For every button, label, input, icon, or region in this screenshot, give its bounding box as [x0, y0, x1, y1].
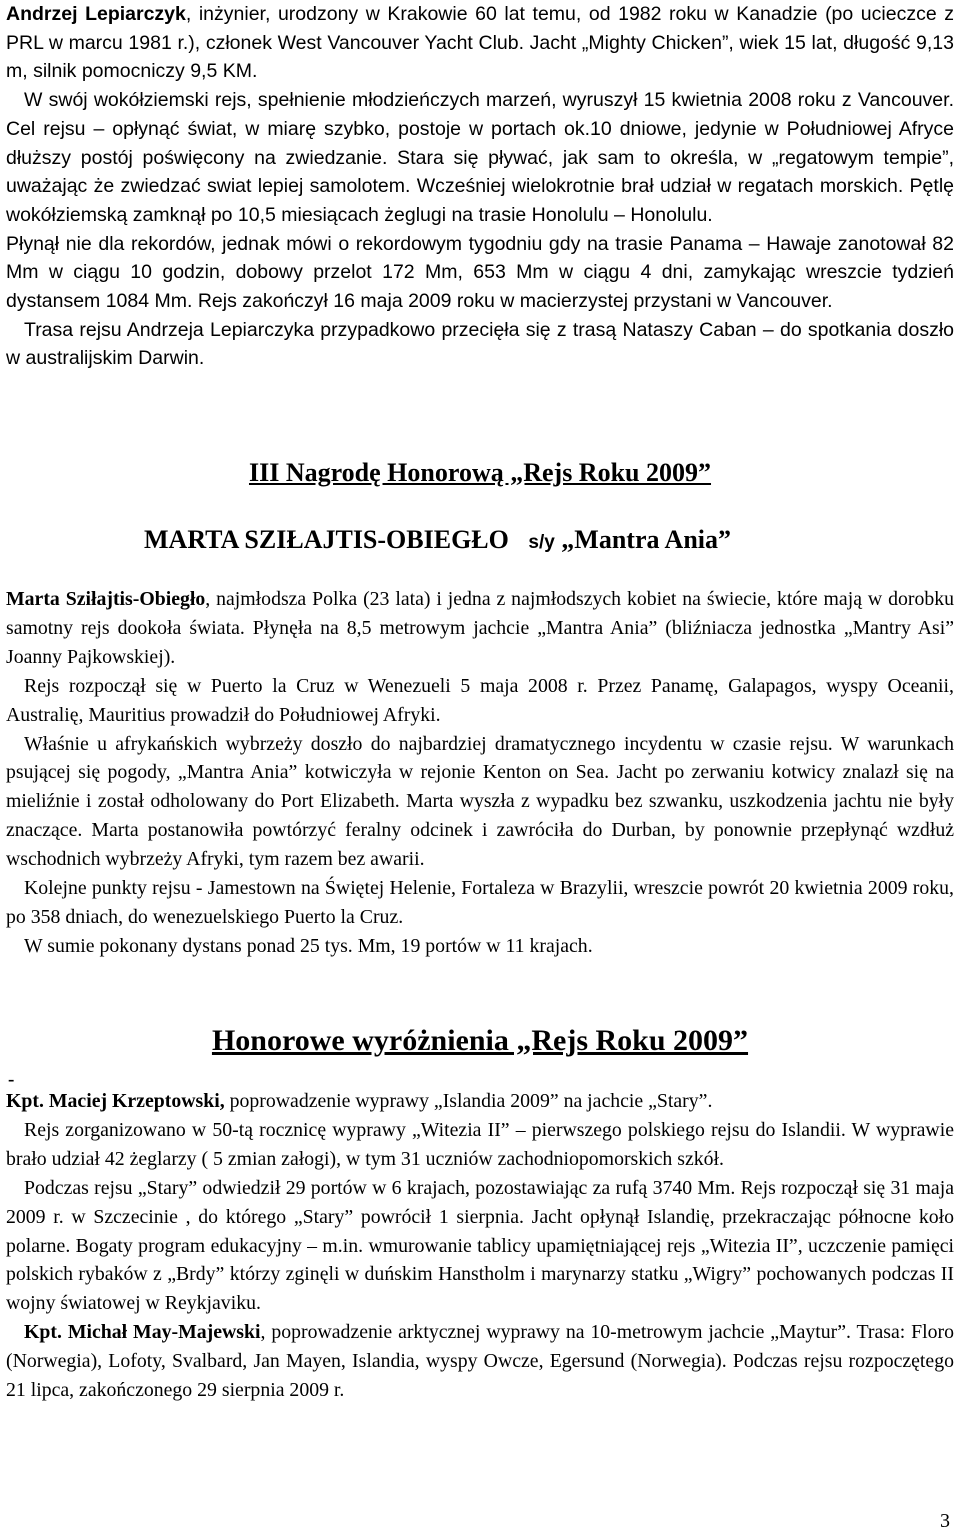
winner-name: MARTA SZIŁAJTIS-OBIEGŁO	[144, 525, 509, 554]
paragraph: W swój wokółziemski rejs, spełnienie młodzieńczych marzeń, wyruszył 15 kwietnia 2008 roku z Vancouver. Cel rejsu – opłynąć świat, w miarę szybko, postoje w portach ok.10 dniowe, jedynie w Południowej Afryce dłuższy postój poświęcony na zwiedzanie. Stara się pływać, jak sam to określa, w „regatowym tempie”, uważając że zwiedzać swiat lepiej samolotem. Wcześniej wielokrotnie brał udział w regatach morskich. Pętlę wokółziemską zamknął po 10,5 miesiącach żeglugi na trasie Honolulu – Honolulu.	[6, 89, 954, 226]
paragraph-text: poprowadzenie wyprawy „Islandia 2009” na jachcie „Stary”.	[224, 1090, 713, 1112]
yacht-prefix: s/y	[528, 532, 555, 553]
page-number: 3	[940, 1510, 950, 1532]
yacht-name: „Mantra Ania”	[561, 525, 732, 554]
section-lepiarczyk	[6, 0, 954, 373]
winner-heading	[144, 523, 731, 560]
honors-heading: Honorowe wyróżnienia „Rejs Roku 2009”	[211, 1024, 749, 1057]
paragraph: Rejs rozpoczął się w Puerto la Cruz w Wenezueli 5 maja 2008 r. Przez Panamę, Galapagos, wyspy Oceanii, Australię, Mauritius prowadził do Południowej Afryki.	[6, 674, 954, 726]
person-name: Marta Sziłajtis-Obiegło	[6, 588, 206, 610]
paragraph: Właśnie u afrykańskich wybrzeży doszło do najbardziej dramatycznego incydentu w czasie rejsu. W warunkach psującej się pogody, „Mantra Ania” kotwiczyła w rejonie Kenton on Sea. Jacht po zerwaniu kotwicy znalazł się na mieliźnie i został odholowany do Port Elizabeth. Marta wyszła z wypadku bez szwanku, uszkodzenia jachtu nie były znaczące. Marta postanowiła powtórzyć feralny odcinek i zawróciła do Durban, by ponownie przepłynąć wzdłuż wschodnich wybrzeży Afryki, tym razem bez awarii.	[6, 732, 954, 871]
person-name: Andrzej Lepiarczyk	[6, 3, 186, 25]
paragraph: Podczas rejsu „Stary” odwiedził 29 portów w 6 krajach, pozostawiając za rufą 3740 Mm. Rejs rozpoczął się 31 maja 2009 r. w Szczecinie , do którego „Stary” powrócił 1 sierpnia. Jacht opłynął Islandię, przekraczając północne koło polarne. Bogaty program edukacyjny – m.in. wmurowanie tablicy upamiętniającej rejs „Witezia II”, uczczenie pamięci polskich rybaków z „Brdy” którzy zginęli w duńskim Hanstholm i marynarzy statku „Wigry” pochowanych podczas II wojny światowej w Reykjaviku.	[6, 1176, 954, 1315]
paragraph-text: , inżynier, urodzony w Krakowie 60 lat temu, od 1982 roku w Kanadzie (po ucieczce z PRL w marcu 1981 r.), członek West Vancouver Yacht Club. Jacht „Mighty Chicken”, wiek 15 lat, długość 9,13 m, silnik pomocniczy 9,5 KM.	[6, 3, 954, 83]
section-honors	[6, 1087, 954, 1405]
paragraph: Płynął nie dla rekordów, jednak mówi o rekordowym tygodniu gdy na trasie Panama – Hawaje zanotował 82 Mm w ciągu 10 godzin, dobowy przelot 172 Mm, 653 Mm w ciągu 4 dni, zamykając wreszcie tydzień dystansem 1084 Mm. Rejs zakończył 16 maja 2009 roku w macierzystej przystani w Vancouver.	[6, 232, 954, 313]
paragraph: Trasa rejsu Andrzeja Lepiarczyka przypadkowo przecięła się z trasą Nataszy Caban – do spotkania doszło w australijskim Darwin.	[6, 318, 954, 370]
paragraph: Rejs zorganizowano w 50-tą rocznicę wyprawy „Witezia II” – pierwszego polskiego rejsu do Islandii. W wyprawie brało udział 42 żeglarzy ( 5 zmian załogi), w tym 31 uczniów zachodniopomorskich szkół.	[6, 1118, 954, 1170]
list-dash: -	[8, 1069, 15, 1090]
prize-heading: III Nagrodę Honorową „Rejs Roku 2009”	[248, 458, 712, 487]
paragraph	[6, 585, 954, 672]
paragraph: W sumie pokonany dystans ponad 25 tys. Mm, 19 portów w 11 krajach.	[24, 934, 593, 957]
paragraph	[6, 0, 954, 86]
person-name: Kpt. Maciej Krzeptowski,	[6, 1090, 225, 1112]
paragraph-text: , najmłodsza Polka (23 lata) i jedna z najmłodszych kobiet na świecie, które mają w dorobku samotny rejs dookoła świata. Płynęła na 8,5 metrowym jachcie „Mantra Ania” (bliźniacza jednostka „Mantry Asi” Joanny Pajkowskiej).	[6, 588, 955, 668]
paragraph-text: , poprowadzenie arktycznej wyprawy na 10-metrowym jachcie „Maytur”. Trasa: Floro (Norwegia), Lofoty, Svalbard, Jan Mayen, Islandia, wyspy Owcze, Egersund (Norwegia). Podczas rejsu rozpoczętego 21 lipca, zakończonego 29 sierpnia 2009 r.	[6, 1321, 955, 1402]
paragraph: Kolejne punkty rejsu - Jamestown na Świętej Helenie, Fortaleza w Brazylii, wreszcie powrót 20 kwietnia 2009 roku, po 358 dniach, do wenezuelskiego Puerto la Cruz.	[6, 877, 954, 928]
paragraph	[6, 1087, 954, 1116]
section-szilajtis	[6, 585, 954, 961]
paragraph	[6, 1318, 954, 1405]
person-name: Kpt. Michał May-Majewski	[24, 1321, 261, 1344]
